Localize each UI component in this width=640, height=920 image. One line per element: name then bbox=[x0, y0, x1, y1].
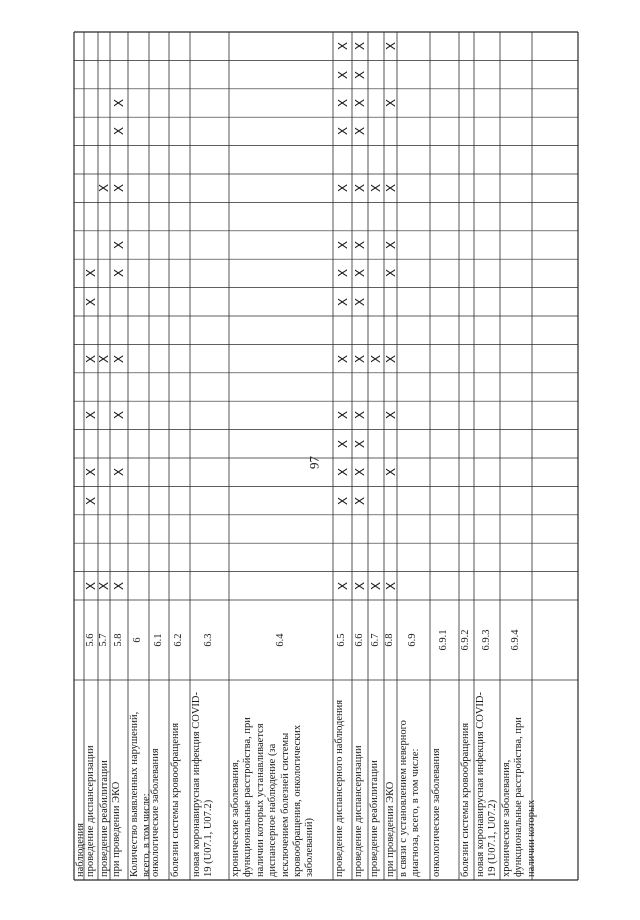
row-label: хронические заболевания, функциональные расстройства, при наличии которых устанавливается диспансерное наблюдение (за исключением болезней системы кровообращения, онкологических заболеваний) bbox=[230, 717, 316, 877]
cross-mark: X bbox=[369, 354, 383, 363]
cross-mark: X bbox=[84, 496, 98, 505]
cross-mark: X bbox=[112, 184, 126, 193]
page-number: 97 bbox=[306, 456, 322, 469]
cross-mark: X bbox=[353, 269, 367, 278]
row-code: 6.5 bbox=[336, 633, 348, 647]
row-code: 5.7 bbox=[97, 633, 109, 647]
cross-mark: X bbox=[84, 297, 98, 306]
row-label: при проведении ЭКО bbox=[111, 781, 122, 877]
cross-mark: X bbox=[353, 439, 367, 448]
cross-mark: X bbox=[84, 468, 98, 477]
cross-mark: X bbox=[335, 297, 350, 306]
cross-mark: X bbox=[335, 127, 350, 136]
cross-mark: X bbox=[353, 70, 367, 79]
cross-mark: X bbox=[112, 98, 126, 108]
cross-mark: X bbox=[383, 184, 398, 193]
cross-mark: X bbox=[112, 581, 126, 590]
row-label: в связи с установлением неверного диагноза, всего, в том числе: bbox=[398, 720, 422, 877]
row-label: проведение диспансерного наблюдения bbox=[334, 699, 345, 877]
cross-mark: X bbox=[84, 354, 98, 363]
cross-mark: X bbox=[383, 42, 398, 51]
cross-mark: X bbox=[84, 269, 98, 278]
row-code: 6.9.2 bbox=[460, 629, 472, 651]
cross-mark: X bbox=[353, 411, 367, 420]
cross-mark: X bbox=[335, 439, 350, 448]
cross-mark: X bbox=[353, 468, 367, 477]
cross-mark: X bbox=[353, 354, 367, 363]
row-code: 6.2 bbox=[173, 633, 185, 647]
row-code: 6 bbox=[132, 637, 144, 643]
cross-mark: X bbox=[383, 354, 398, 363]
row-label: Количество выявленных нарушений, всего, в том числе: bbox=[129, 711, 153, 877]
row-code bbox=[74, 600, 84, 680]
cross-mark: X bbox=[383, 98, 398, 108]
cross-mark: X bbox=[353, 184, 367, 193]
cross-mark: X bbox=[84, 411, 98, 420]
row-code: 6.9.4 bbox=[509, 629, 521, 651]
row-label: онкологические заболевания bbox=[150, 748, 161, 877]
cross-mark: X bbox=[335, 411, 350, 420]
cross-mark: X bbox=[112, 240, 126, 250]
row-label: наблюдения bbox=[75, 823, 86, 877]
row-code: 6.8 bbox=[384, 633, 396, 647]
row-code: 6.7 bbox=[369, 633, 381, 647]
cross-mark: X bbox=[335, 269, 350, 278]
row-label: болезни системы кровообращения bbox=[170, 722, 181, 877]
cross-mark: X bbox=[369, 581, 383, 590]
row-code: 6.9 bbox=[407, 633, 419, 647]
cross-mark: X bbox=[335, 496, 350, 505]
cross-mark: X bbox=[97, 354, 111, 363]
cross-mark: X bbox=[383, 581, 398, 590]
row-code: 6.9.3 bbox=[480, 629, 492, 651]
row-code: 5.6 bbox=[84, 633, 96, 647]
cross-mark: X bbox=[335, 184, 350, 193]
cross-mark: X bbox=[383, 468, 398, 477]
cross-mark: X bbox=[383, 411, 398, 420]
row-code: 6.3 bbox=[203, 633, 215, 647]
cross-mark: X bbox=[335, 581, 350, 590]
cross-mark: X bbox=[335, 70, 350, 79]
cross-mark: X bbox=[353, 240, 367, 250]
row-label: новая коронавирусная инфекция COVID-19 (U07.1, U07.2) bbox=[191, 692, 215, 877]
row-label: новая коронавирусная инфекция COVID-19 (U07.1, U07.2) bbox=[475, 692, 499, 877]
cross-mark: X bbox=[112, 354, 126, 363]
cross-mark: X bbox=[112, 468, 126, 477]
row-code: 5.8 bbox=[112, 633, 124, 647]
cross-mark: X bbox=[353, 496, 367, 505]
cross-mark: X bbox=[112, 269, 126, 278]
cross-mark: X bbox=[383, 240, 398, 250]
cross-mark: X bbox=[335, 468, 350, 477]
cross-mark: X bbox=[383, 269, 398, 278]
cross-mark: X bbox=[335, 240, 350, 250]
cross-mark: X bbox=[353, 42, 367, 51]
cross-mark: X bbox=[335, 354, 350, 363]
cross-mark: X bbox=[353, 297, 367, 306]
row-label: онкологические заболевания bbox=[431, 748, 442, 877]
row-label: болезни системы кровообращения bbox=[460, 722, 471, 877]
cross-mark: X bbox=[97, 581, 111, 590]
row-code: 6.6 bbox=[353, 633, 365, 647]
cross-mark: X bbox=[335, 42, 350, 51]
cross-mark: X bbox=[112, 127, 126, 136]
row-label: проведение диспансеризации bbox=[85, 745, 96, 877]
row-code: 6.9.1 bbox=[438, 629, 450, 651]
cross-mark: X bbox=[369, 184, 383, 193]
cross-mark: X bbox=[97, 184, 111, 193]
cross-mark: X bbox=[335, 98, 350, 108]
cross-mark: X bbox=[353, 581, 367, 590]
row-label: проведение диспансеризации bbox=[353, 745, 364, 877]
row-label: проведение реабилитации bbox=[369, 760, 380, 877]
cross-mark: X bbox=[353, 127, 367, 136]
row-label: при проведении ЭКО bbox=[385, 781, 396, 877]
cross-mark: X bbox=[353, 98, 367, 108]
row-code: 6.4 bbox=[274, 633, 286, 647]
cross-mark: X bbox=[112, 411, 126, 420]
cross-mark: X bbox=[84, 581, 98, 590]
row-label: хронические заболевания, функциональные расстройства, при наличии которых bbox=[501, 717, 537, 877]
row-code: 6.1 bbox=[152, 633, 164, 647]
row-label: проведение реабилитации bbox=[99, 760, 110, 877]
